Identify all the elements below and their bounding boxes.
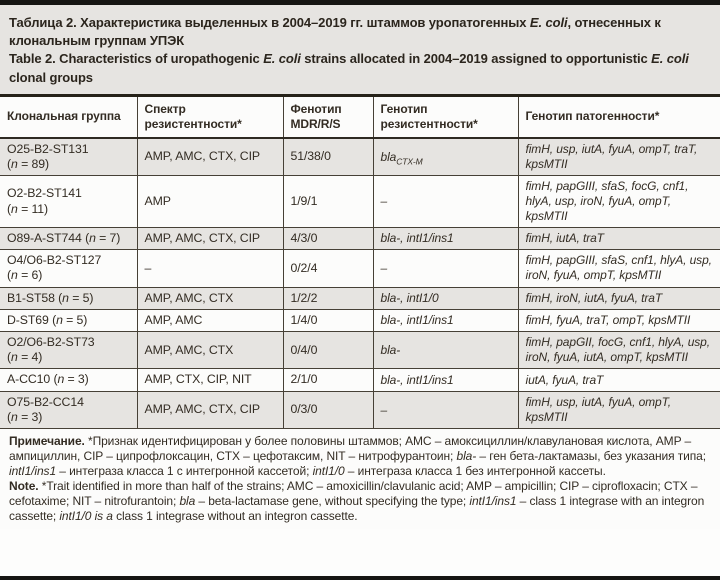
phenotype-cell: 51/38/0 (283, 138, 373, 176)
resistance-genotype-cell: bla$_{CTX-M}$ (373, 138, 518, 176)
pathogenicity-genotype-cell: fimH, usp, iutA, fyuA, ompT, kpsMTII (518, 391, 720, 428)
table-row (0, 176, 720, 228)
phenotype-cell: 1/9/1 (283, 176, 373, 228)
table-row (0, 332, 720, 369)
clonal-group-cell: O2-B2-ST141 (n = 11) (0, 176, 137, 228)
note-en: Note. *Trait identified in more than half of the strains; AMC – amoxicillin/clavulanic acid; AMP – ampicillin; CIP – ciprofloxacin; CTX – cefotaxime; NIT – nitrofurantoin; bla – beta-lactamase gene, without specifying the type; intI1/ins1 – class 1 integrase with an integron cassette; intI1/0 is a class 1 integrase without an integron cassette. (9, 478, 705, 523)
resistance-genotype-cell: bla- (373, 332, 518, 369)
table-row (0, 138, 720, 176)
resistance-spectrum-cell: AMP, AMC, CTX, CIP (137, 227, 283, 249)
clonal-group-cell: O4/O6-B2-ST127 (n = 6) (0, 250, 137, 287)
resistance-spectrum-cell: AMP, AMC, CTX (137, 287, 283, 309)
clonal-groups-table (0, 97, 720, 429)
clonal-group-cell: B1-ST58 (n = 5) (0, 287, 137, 309)
phenotype-cell: 0/2/4 (283, 250, 373, 287)
pathogenicity-genotype-cell: fimH, iroN, iutA, fyuA, traT (518, 287, 720, 309)
pathogenicity-genotype-cell: fimH, iutA, traT (518, 227, 720, 249)
column-header-clonal-group: Клональная группа (0, 97, 137, 138)
resistance-spectrum-cell: AMP, AMC, CTX, CIP (137, 138, 283, 176)
pathogenicity-genotype-cell: iutA, fyuA, traT (518, 369, 720, 391)
phenotype-cell: 0/4/0 (283, 332, 373, 369)
clonal-group-cell: D-ST69 (n = 5) (0, 309, 137, 331)
table-row (0, 309, 720, 331)
caption-ru: Таблица 2. Характеристика выделенных в 2004–2019 гг. штаммов уропатогенных E. coli, отнесенных к клональным группам УПЭК (9, 15, 661, 49)
note-ru: Примечание. *Признак идентифицирован у более половины штаммов; AMC – амоксициллин/клавулановая кислота, AMP – ампициллин, CIP – ципрофлоксацин, CTX – цефотаксим, NIT – нитрофурантоин; bla- – ген бета-лактамазы, без указания типа; intI1/ins1 – интеграза класса 1 с интегронной кассетой; intI1/0 – интеграза класса 1 без интегронной кассеты. (9, 434, 706, 478)
pathogenicity-genotype-cell: fimH, fyuA, traT, ompT, kpsMTII (518, 309, 720, 331)
pathogenicity-genotype-cell: fimH, papGII, focG, cnf1, hlyA, usp, iroN, fyuA, iutA, ompT, kpsMTII (518, 332, 720, 369)
clonal-group-cell: O25-B2-ST131 (n = 89) (0, 138, 137, 176)
phenotype-cell: 4/3/0 (283, 227, 373, 249)
phenotype-cell: 1/4/0 (283, 309, 373, 331)
clonal-group-cell: A-CC10 (n = 3) (0, 369, 137, 391)
phenotype-cell: 1/2/2 (283, 287, 373, 309)
resistance-genotype-cell: bla-, intI1/ins1 (373, 309, 518, 331)
resistance-genotype-cell: – (373, 250, 518, 287)
clonal-group-cell: O2/O6-B2-ST73 (n = 4) (0, 332, 137, 369)
resistance-genotype-cell: bla-, intI1/0 (373, 287, 518, 309)
column-header-phenotype: Фенотип MDR/R/S (283, 97, 373, 138)
resistance-genotype-cell: bla-, intI1/ins1 (373, 369, 518, 391)
resistance-spectrum-cell: – (137, 250, 283, 287)
table-row (0, 250, 720, 287)
phenotype-cell: 2/1/0 (283, 369, 373, 391)
footnotes (0, 429, 720, 529)
resistance-genotype-cell: bla-, intI1/ins1 (373, 227, 518, 249)
pathogenicity-genotype-cell: fimH, papGIII, sfaS, focG, cnf1, hlyA, usp, iroN, fyuA, ompT, kpsMTII (518, 176, 720, 228)
column-header-pathogenicity-genotype: Генотип патогенности* (518, 97, 720, 138)
resistance-spectrum-cell: AMP, AMC (137, 309, 283, 331)
caption-en: Table 2. Characteristics of uropathogenic E. coli strains allocated in 2004–2019 assigned to opportunistic E. coli clonal groups (9, 51, 689, 85)
clonal-group-cell: O75-B2-CC14 (n = 3) (0, 391, 137, 428)
resistance-spectrum-cell: AMP, CTX, CIP, NIT (137, 369, 283, 391)
column-header-resistance-spectrum: Спектр резистентности* (137, 97, 283, 138)
resistance-genotype-cell: – (373, 391, 518, 428)
pathogenicity-genotype-cell: fimH, papGIII, sfaS, cnf1, hlyA, usp, iroN, fyuA, ompT, kpsMTII (518, 250, 720, 287)
table-row (0, 227, 720, 249)
resistance-spectrum-cell: AMP, AMC, CTX, CIP (137, 391, 283, 428)
resistance-genotype-cell: – (373, 176, 518, 228)
table-row (0, 287, 720, 309)
phenotype-cell: 0/3/0 (283, 391, 373, 428)
table-row (0, 369, 720, 391)
table-caption (0, 5, 720, 97)
clonal-group-cell: O89-A-ST744 (n = 7) (0, 227, 137, 249)
resistance-spectrum-cell: AMP, AMC, CTX (137, 332, 283, 369)
pathogenicity-genotype-cell: fimH, usp, iutA, fyuA, ompT, traT, kpsMTII (518, 138, 720, 176)
table-row (0, 391, 720, 428)
resistance-spectrum-cell: AMP (137, 176, 283, 228)
table-header-row (0, 97, 720, 138)
column-header-resistance-genotype: Генотип резистентности* (373, 97, 518, 138)
